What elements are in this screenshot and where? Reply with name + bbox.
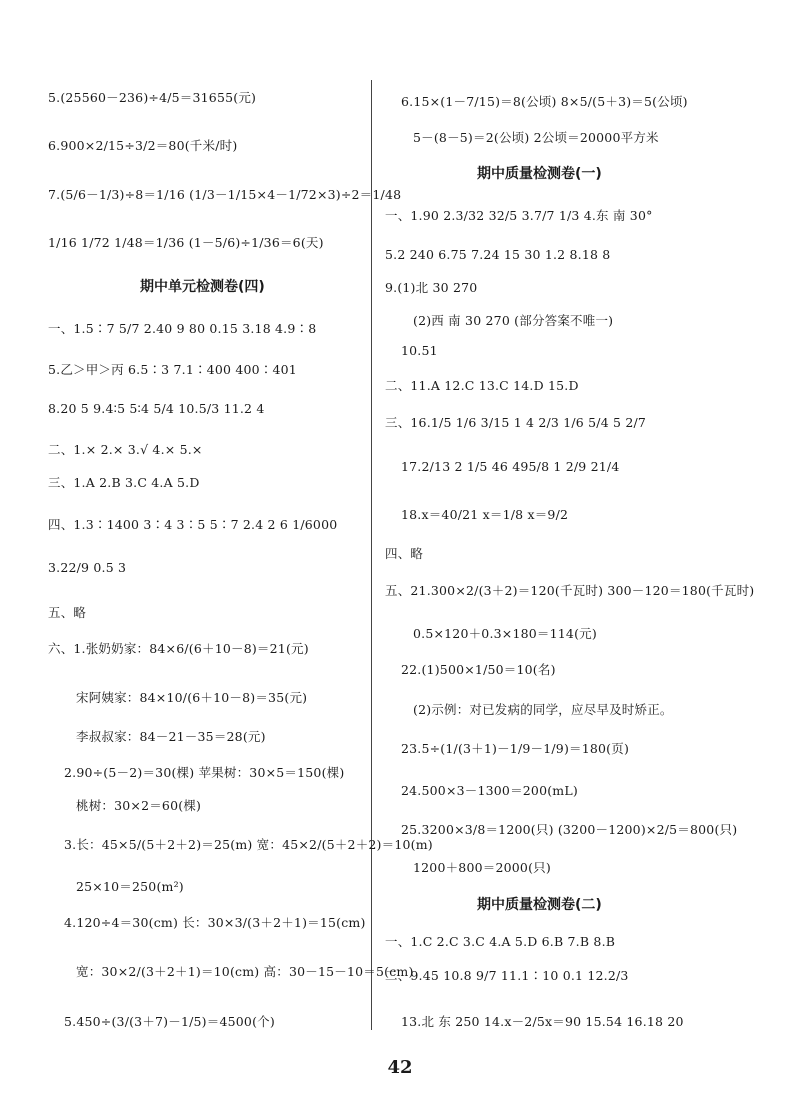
answer-line: 5.(25560－236)÷4/5＝31655(元) xyxy=(48,90,257,105)
section-heading: 期中单元检测卷(四) xyxy=(140,279,265,295)
answer-line: (2)西 南 30 270 (部分答案不唯一) xyxy=(413,313,614,328)
answer-line: 宋阿姨家：84×10/(6＋10－8)＝35(元) xyxy=(76,690,308,705)
answer-line: 25×10＝250(m²) xyxy=(76,879,184,894)
answer-line: 7.(5/6－1/3)÷8＝1/16 (1/3－1/15×4－1/72×3)÷2＝1/48 xyxy=(48,187,402,202)
answer-line: 5.2 240 6.75 7.24 15 30 1.2 8.18 8 xyxy=(385,247,611,262)
answer-line: 四、1.3∶1400 3∶4 3∶5 5∶7 2.4 2 6 1/6000 xyxy=(48,517,338,532)
answer-line: 23.5÷(1/(3＋1)－1/9－1/9)＝180(页) xyxy=(401,741,630,756)
answer-line: 9.(1)北 30 270 xyxy=(385,280,478,295)
answer-line: 3.22/9 0.5 3 xyxy=(48,560,127,575)
answer-line: 三、16.1/5 1/6 3/15 1 4 2/3 1/6 5/4 5 2/7 xyxy=(385,415,647,430)
answer-line: 1200＋800＝2000(只) xyxy=(413,860,551,875)
answer-line: 二、11.A 12.C 13.C 14.D 15.D xyxy=(385,378,579,393)
answer-line: 六、1.张奶奶家：84×6/(6＋10－8)＝21(元) xyxy=(48,641,309,656)
answer-line: 五、略 xyxy=(48,605,87,620)
answer-line: 5.450÷(3/(3＋7)－1/5)＝4500(个) xyxy=(64,1014,275,1029)
answer-line: 5－(8－5)＝2(公顷) 2公顷＝20000平方米 xyxy=(413,130,659,145)
answer-line: 一、1.5∶7 5/7 2.40 9 80 0.15 3.18 4.9∶8 xyxy=(48,321,317,336)
answer-line: 一、1.C 2.C 3.C 4.A 5.D 6.B 7.B 8.B xyxy=(385,934,616,949)
answer-line: 2.90÷(5－2)＝30(棵) 苹果树：30×5＝150(棵) xyxy=(64,765,345,780)
answer-line: 24.500×3－1300＝200(mL) xyxy=(401,783,578,798)
answer-line: 李叔叔家：84－21－35＝28(元) xyxy=(76,729,266,744)
answer-line: 17.2/13 2 1/5 46 495/8 1 2/9 21/4 xyxy=(401,459,620,474)
answer-line: 6.15×(1－7/15)＝8(公顷) 8×5/(5＋3)＝5(公顷) xyxy=(401,94,688,109)
page-number: 42 xyxy=(387,1057,413,1078)
answer-line: 5.乙＞甲＞丙 6.5∶3 7.1∶400 400∶401 xyxy=(48,362,297,377)
column-divider xyxy=(371,80,372,1030)
answer-line: 0.5×120＋0.3×180＝114(元) xyxy=(413,626,597,641)
answer-line: 4.120÷4＝30(cm) 长：30×3/(3＋2＋1)＝15(cm) xyxy=(64,915,366,930)
answer-line: 3.长：45×5/(5＋2＋2)＝25(m) 宽：45×2/(5＋2＋2)＝10(m) xyxy=(64,837,433,852)
answer-line: 一、1.90 2.3/32 32/5 3.7/7 1/3 4.东 南 30° xyxy=(385,208,653,223)
answer-line: (2)示例：对已发病的同学，应尽早及时矫正。 xyxy=(413,702,673,717)
answer-line: 22.(1)500×1/50＝10(名) xyxy=(401,662,556,677)
answer-line: 6.900×2/15÷3/2＝80(千米/时) xyxy=(48,138,238,153)
section-heading: 期中质量检测卷(二) xyxy=(477,897,602,913)
answer-line: 桃树：30×2＝60(棵) xyxy=(76,798,202,813)
answer-line: 二、9.45 10.8 9/7 11.1∶10 0.1 12.2/3 xyxy=(385,968,629,983)
answer-line: 8.20 5 9.4∶5 5∶4 5/4 10.5/3 11.2 4 xyxy=(48,401,265,416)
answer-line: 三、1.A 2.B 3.C 4.A 5.D xyxy=(48,475,200,490)
answer-line: 四、略 xyxy=(385,546,424,561)
answer-line: 25.3200×3/8＝1200(只) (3200－1200)×2/5＝800(只) xyxy=(401,822,738,837)
answer-line: 二、1.× 2.× 3.√ 4.× 5.× xyxy=(48,442,203,457)
answer-line: 13.北 东 250 14.x－2/5x＝90 15.54 16.18 20 xyxy=(401,1014,684,1029)
answer-line: 1/16 1/72 1/48＝1/36 (1－5/6)÷1/36＝6(天) xyxy=(48,235,324,250)
answer-line: 10.51 xyxy=(401,343,438,358)
section-heading: 期中质量检测卷(一) xyxy=(477,166,602,182)
answer-line: 18.x＝40/21 x＝1/8 x＝9/2 xyxy=(401,507,569,522)
answer-line: 宽：30×2/(3＋2＋1)＝10(cm) 高：30－15－10＝5(cm) xyxy=(76,964,414,979)
answer-line: 五、21.300×2/(3＋2)＝120(千瓦时) 300－120＝180(千瓦时) xyxy=(385,583,755,598)
